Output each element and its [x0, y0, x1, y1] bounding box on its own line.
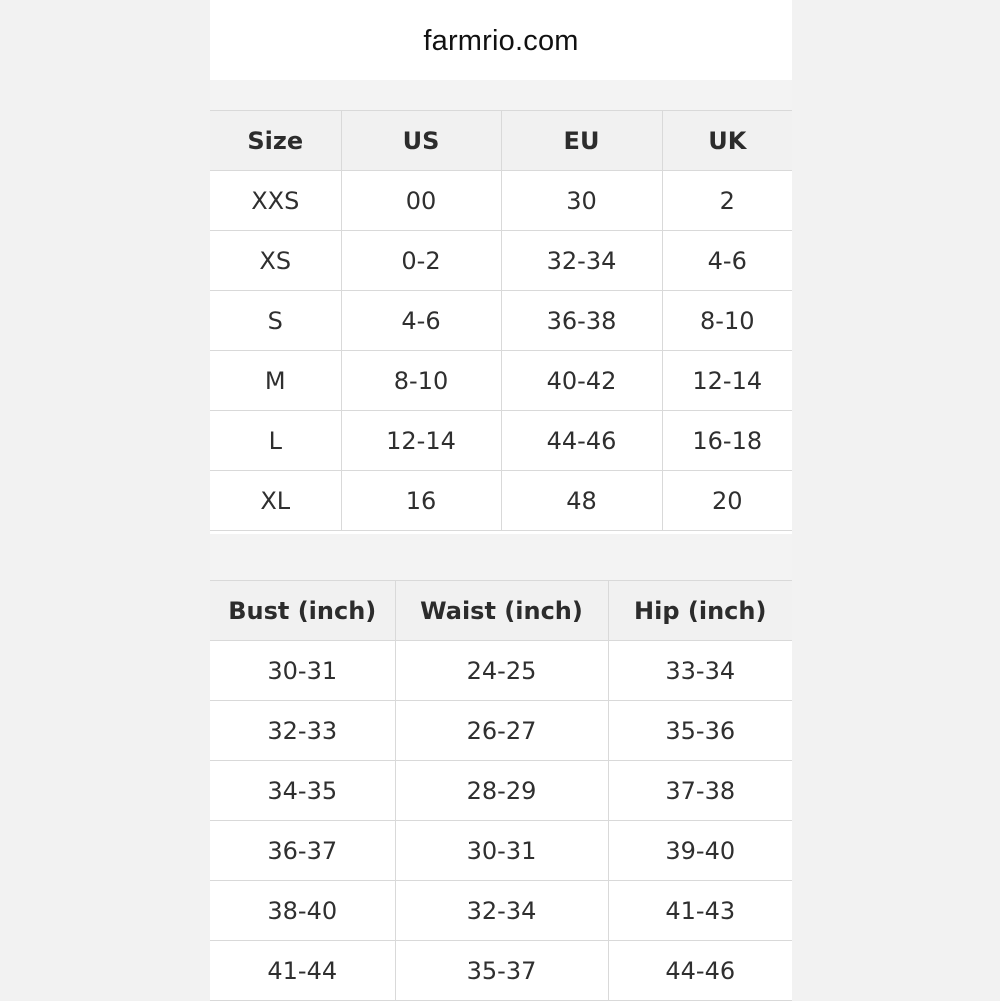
table-cell: 12-14: [341, 411, 501, 471]
table-row: [210, 881, 792, 941]
table-cell: 20: [662, 471, 792, 531]
table-row: [210, 351, 792, 411]
table-cell: 00: [341, 171, 501, 231]
column-header: Hip (inch): [608, 581, 792, 641]
right-margin: [792, 0, 1000, 1000]
site-domain: farmrio.com: [423, 24, 579, 57]
column-header: Size: [210, 111, 341, 171]
table-row: [210, 821, 792, 881]
table-cell: XS: [210, 231, 341, 291]
table-cell: XXS: [210, 171, 341, 231]
table-cell: 12-14: [662, 351, 792, 411]
table-cell: 40-42: [501, 351, 662, 411]
table-cell: 48: [501, 471, 662, 531]
table-row: [210, 941, 792, 1001]
table-cell: L: [210, 411, 341, 471]
table-cell: 37-38: [608, 761, 792, 821]
table-cell: 30: [501, 171, 662, 231]
body-measurements-table: [210, 580, 792, 1001]
size-conversion-table: [210, 110, 792, 531]
table-cell: 16-18: [662, 411, 792, 471]
table-row: [210, 291, 792, 351]
spacer: [210, 80, 792, 110]
table-cell: 32-34: [395, 881, 608, 941]
table-row: [210, 411, 792, 471]
table-cell: 36-38: [501, 291, 662, 351]
table-cell: 33-34: [608, 641, 792, 701]
table-row: [210, 701, 792, 761]
table-cell: 8-10: [662, 291, 792, 351]
table-row: [210, 641, 792, 701]
table-row: [210, 471, 792, 531]
table-cell: 44-46: [608, 941, 792, 1001]
size-chart-panel: [210, 0, 792, 1000]
column-header: Bust (inch): [210, 581, 395, 641]
table-cell: S: [210, 291, 341, 351]
table-cell: 24-25: [395, 641, 608, 701]
table-cell: 41-44: [210, 941, 395, 1001]
table-row: [210, 171, 792, 231]
table-cell: 26-27: [395, 701, 608, 761]
table-cell: 16: [341, 471, 501, 531]
column-header: UK: [662, 111, 792, 171]
column-header: US: [341, 111, 501, 171]
column-header: Waist (inch): [395, 581, 608, 641]
browser-address-bar[interactable]: [210, 0, 792, 80]
table-cell: 35-37: [395, 941, 608, 1001]
table-cell: 30-31: [395, 821, 608, 881]
table-cell: 8-10: [341, 351, 501, 411]
table-cell: 0-2: [341, 231, 501, 291]
table-cell: 2: [662, 171, 792, 231]
table-cell: XL: [210, 471, 341, 531]
table-cell: 28-29: [395, 761, 608, 821]
table-cell: 35-36: [608, 701, 792, 761]
table-header-row: [210, 111, 792, 171]
spacer: [210, 534, 792, 580]
table-cell: 34-35: [210, 761, 395, 821]
table-cell: 4-6: [341, 291, 501, 351]
table-row: [210, 761, 792, 821]
table-cell: 38-40: [210, 881, 395, 941]
table-cell: 41-43: [608, 881, 792, 941]
table-header-row: [210, 581, 792, 641]
table-cell: 32-34: [501, 231, 662, 291]
table-cell: 44-46: [501, 411, 662, 471]
table-cell: 32-33: [210, 701, 395, 761]
table-cell: M: [210, 351, 341, 411]
table-cell: 39-40: [608, 821, 792, 881]
column-header: EU: [501, 111, 662, 171]
table-row: [210, 231, 792, 291]
table-cell: 36-37: [210, 821, 395, 881]
table-cell: 4-6: [662, 231, 792, 291]
left-margin: [0, 0, 210, 1000]
table-cell: 30-31: [210, 641, 395, 701]
